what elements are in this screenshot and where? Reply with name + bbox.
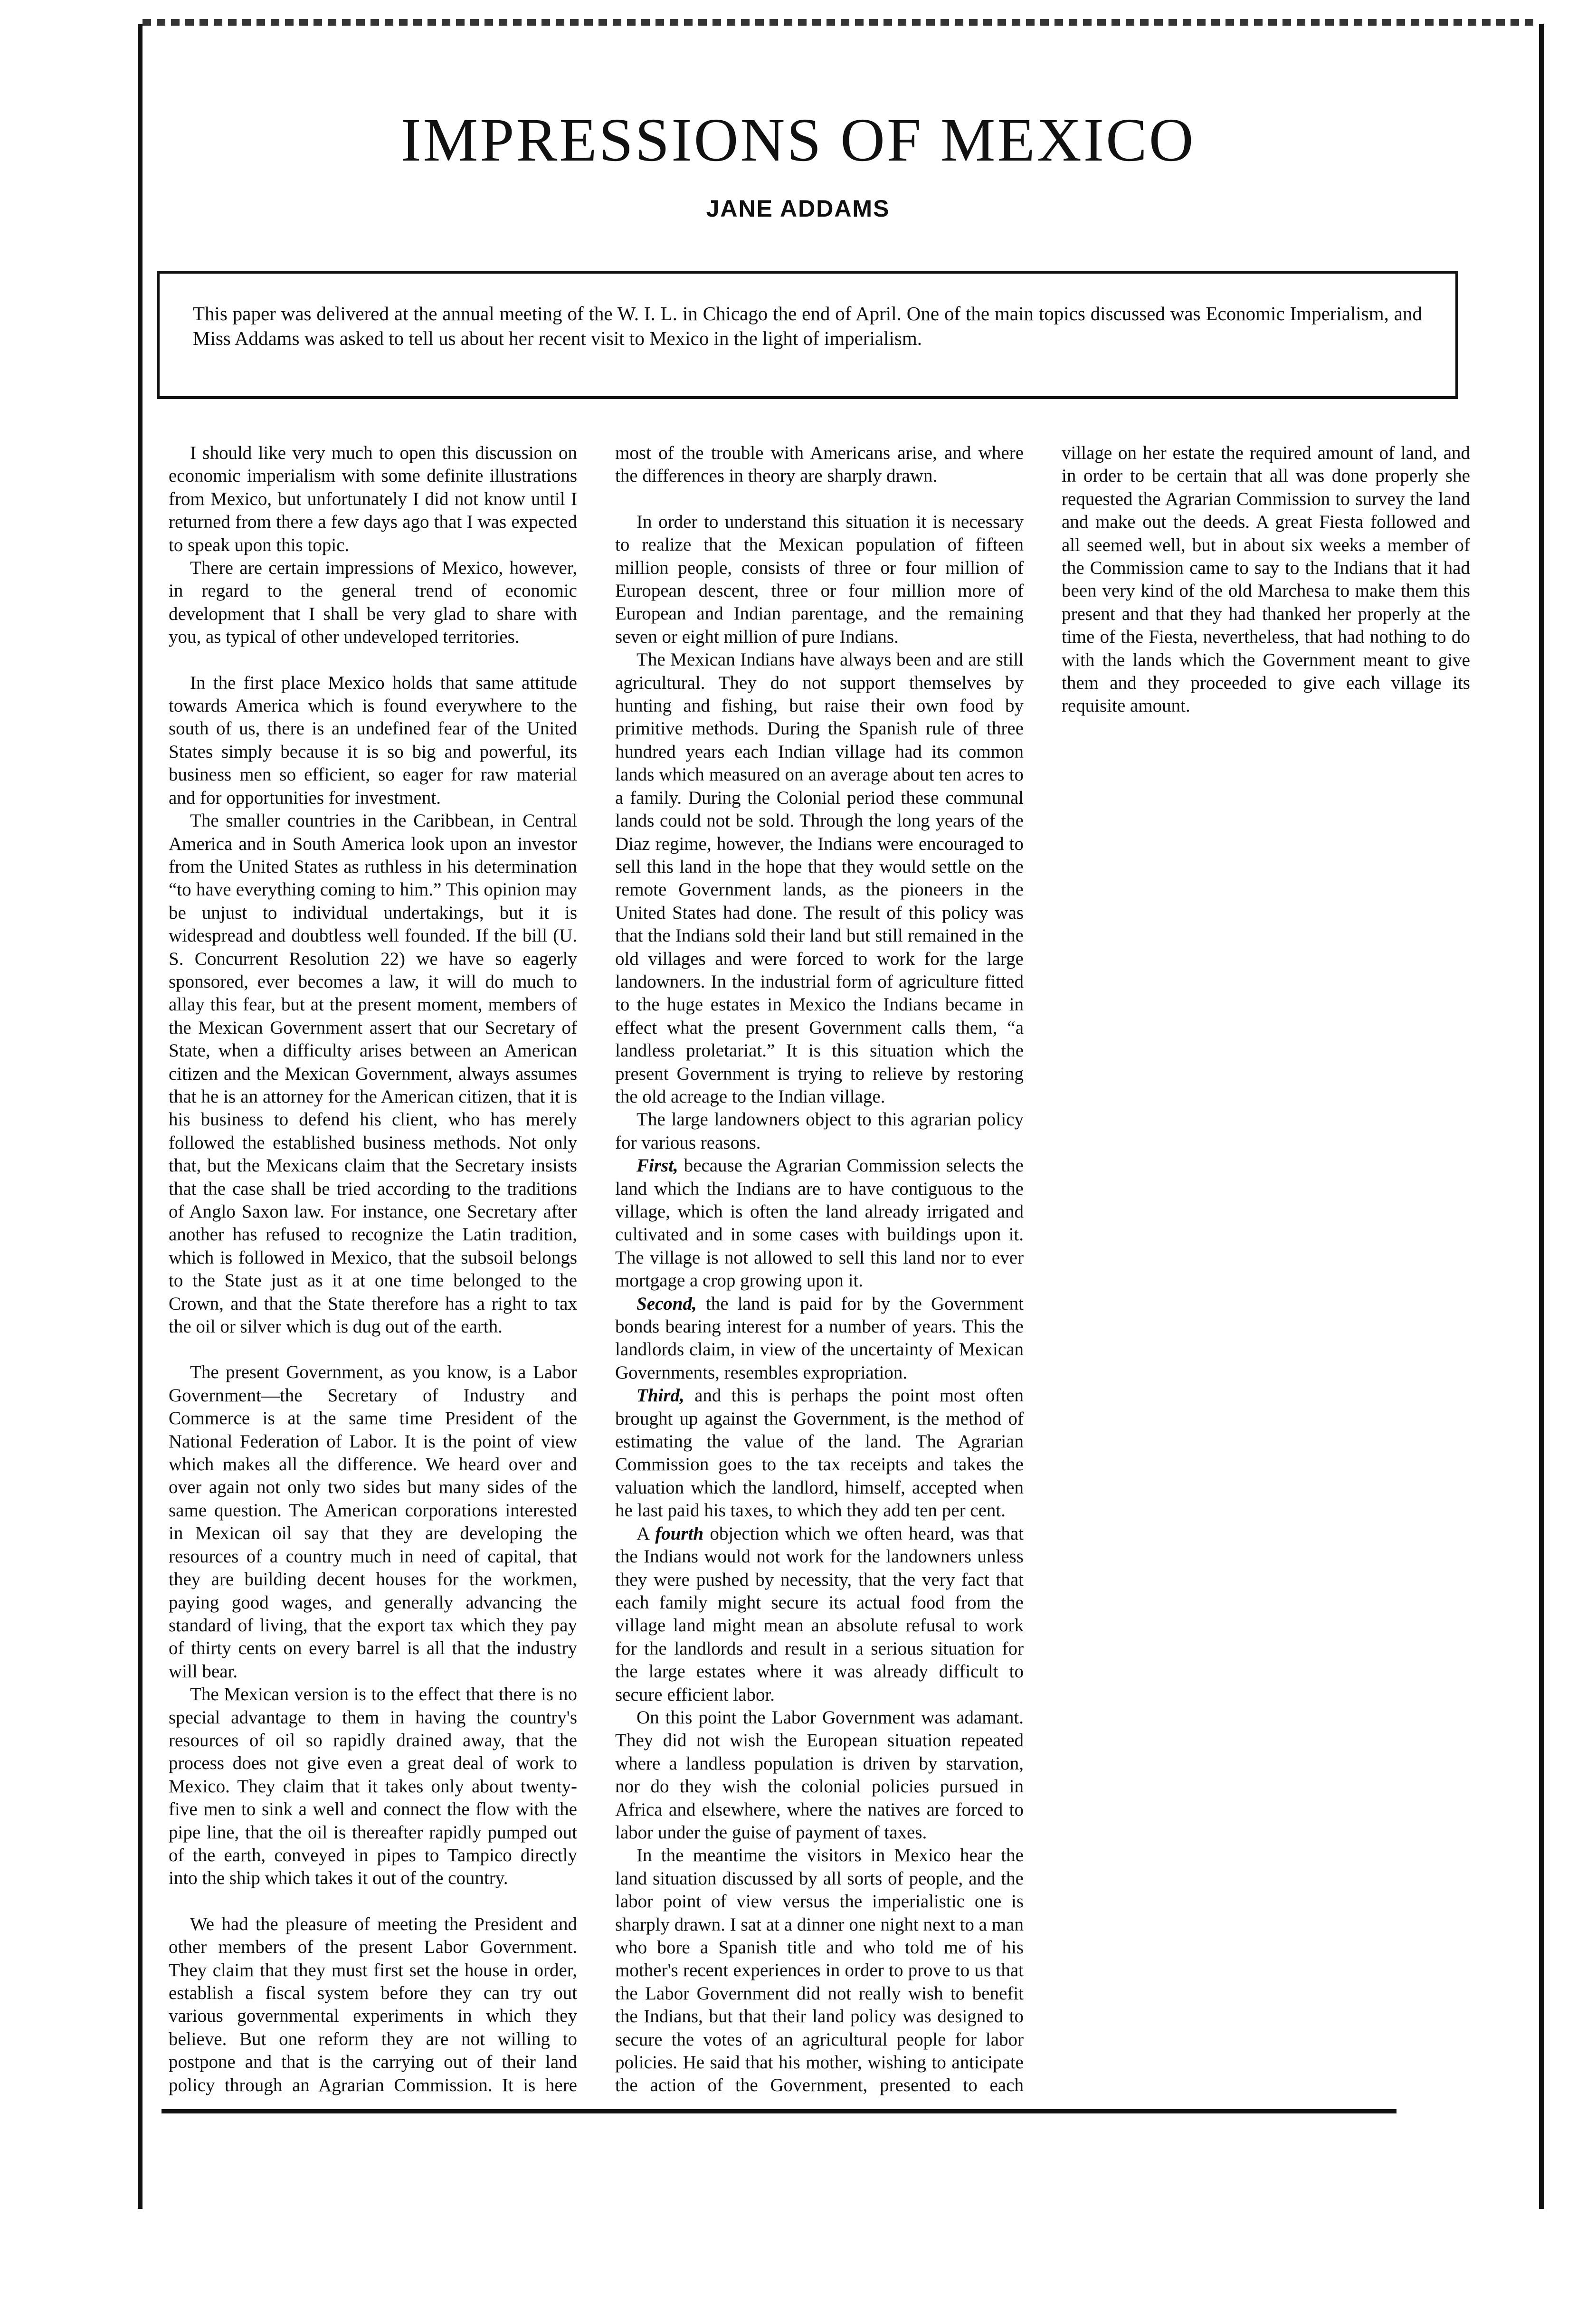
- paragraph-3: In the first place Mexico holds that same attitude towards America which is found everywhere to the south of us, there is an undefined fear of the United States simply because it is so big and powerful, its business men so efficient, so eager for raw material and for opportunities for investment.: [169, 672, 577, 808]
- paragraph-4: The smaller countries in the Caribbean, in Central America and in South America look upon an investor from the United States as ruthless in his determination “to have everything coming to him.” This opinion may be unjust to individual undertakings, but it is widespread and doubtless well founded. If the bill (U. S. Concurrent Resolution 22) we have so eagerly sponsored, ever becomes a law, it will do much to allay this fear, but at the present moment, members of the Mexican Government assert that our Secretary of State, when a difficulty arises between an American citizen and the Mexican Government, always assumes that he is an attorney for the American citizen, that it is his business to defend his client, who has merely followed the established business methods. Not only that, but the Mexicans claim that the Secretary insists that the case shall be tried according to the traditions of Anglo Saxon law. For instance, one Secretary after another has refused to recognize the Latin tradition, which is followed in Mexico, that the subsoil belongs to the State just as it at one time belonged to the Crown, and that the State therefore has a right to tax the oil or silver which is dug out of the earth.: [169, 810, 577, 1337]
- article-author: JANE ADDAMS: [706, 195, 890, 222]
- paragraph-9: The Mexican Indians have always been and are still agricultural. They do not support themselves by hunting and fishing, but raise their own food by primitive methods. During the Spanish rule of three hundred years each Indian village had its common lands which measured on an average about ten acres to a family. During the Colonial period these communal lands could not be sold. Through the long years of the Diaz regime, however, the Indians were encouraged to sell this land in the hope that they would settle on the remote Government lands, as the pioneers in the United States had done. The result of this policy was that the Indians sold their land but still remained in the old villages and were forced to work for the large landowners. In the industrial form of agriculture fitted to the huge estates in Mexico the Indians became in effect what the present Government calls them, “a landless proletariat.” It is this situation which the present Government is trying to relieve by restoring the old acreage to the Indian village.: [615, 649, 1024, 1107]
- first-label: First,: [636, 1155, 678, 1176]
- paragraph-14-pre: A: [636, 1523, 649, 1544]
- paragraph-1: I should like very much to open this discussion on economic imperialism with some definite illustrations from Mexico, but unfortunately I did not know until I returned from there a few days ago that I was expected to speak upon this topic.: [169, 443, 577, 555]
- paragraph-5: The present Government, as you know, is a Labor Government—the Secretary of Industry and Commerce is at the same time President of the National Federation of Labor. It is the point of view which makes all the difference. We heard over and over again not only two sides but many sides of the same question. The American corporations interested in Mexican oil say that they are developing the resources of a country much in need of capital, that they are building decent houses for the workmen, paying good wages, and generally advancing the standard of living, that the export tax which they pay of thirty cents on every barrel is all that the industry will bear.: [169, 1362, 577, 1682]
- paragraph-13: [615, 1384, 1024, 1522]
- article-title: IMPRESSIONS OF MEXICO: [400, 106, 1196, 174]
- paragraph-12: [615, 1293, 1024, 1385]
- editor-note-text: This paper was delivered at the annual meeting of the W. I. L. in Chicago the end of April. One of the main topics discussed was Economic Imperialism, and Miss Addams was asked to tell us about her recent visit to Mexico in the light of imperialism.: [193, 303, 1422, 349]
- paragraph-13-text: and this is perhaps the point most often brought up against the Government, is the method of estimating the value of the land. The Agrarian Commission goes to the tax receipts and takes the valuation which the landlord, himself, accepted when he last paid his taxes, to which they add ten per cent.: [615, 1385, 1024, 1521]
- article-body: [169, 442, 1470, 2114]
- paragraph-15: On this point the Labor Government was adamant. They did not wish the European situation repeated where a landless population is driven by starvation, nor do they wish the colonial policies pursued in Africa and elsewhere, where the natives are forced to labor under the guise of payment of taxes.: [615, 1707, 1024, 1843]
- scan-edge-bottom: [162, 2109, 1396, 2113]
- paragraph-12-text: the land is paid for by the Government bonds bearing interest for a number of years. This the landlords claim, in view of the uncertainty of Mexican Governments, resembles expropriation.: [615, 1293, 1024, 1383]
- paragraph-11-text: because the Agrarian Commission selects the land which the Indians are to have contiguous to the village, which is often the land already irrigated and cultivated and in some cases with buildings upon it. The village is not allowed to sell this land nor to ever mortgage a crop growing upon it.: [615, 1155, 1024, 1291]
- paragraph-11: [615, 1154, 1024, 1292]
- paragraph-10: The large landowners object to this agrarian policy for various reasons.: [615, 1109, 1024, 1153]
- editor-note-box: [157, 271, 1458, 399]
- third-label: Third,: [636, 1385, 684, 1406]
- fourth-label: fourth: [655, 1523, 704, 1544]
- paragraph-6: The Mexican version is to the effect that there is no special advantage to them in having the country's resources of oil so rapidly drained away, that the process does not give even a great deal of work to Mexico. They claim that it takes only about twenty-five men to sink a well and connect the flow with the pipe line, that the oil is thereafter rapidly pumped out of the earth, conveyed in pipes to Tampico directly into the ship which takes it out of the country.: [169, 1684, 577, 1889]
- paragraph-8: In order to understand this situation it is necessary to realize that the Mexican population of fifteen million people, consists of three or four million of European descent, three or four million more of European and Indian parentage, and the remaining seven or eight million of pure Indians.: [615, 511, 1024, 647]
- second-label: Second,: [636, 1293, 697, 1314]
- paragraph-14-text: objection which we often heard, was that the Indians would not work for the landowners unless they were pushed by necessity, that the very fact that each family might secure its actual food from the village land might mean an absolute refusal to work for the landlords and result in a serious situation for the large estates where it was already difficult to secure efficient labor.: [615, 1523, 1024, 1705]
- paragraph-7: We had the pleasure of meeting the President and other members of the present Labor Government. They claim that they must first set the house in order, establish a fiscal system before they can try out various governmental experiments in which they believe. But one reform they are not willing to postpone and that is the carrying out of their land policy through an Agrarian Commission. It is here most of the trouble with Americans arise, and where the differences in theory are sharply drawn.: [169, 443, 1024, 2095]
- paragraph-16: In the meantime the visitors in Mexico hear the land situation discussed by all sorts of people, and the labor point of view versus the imperialistic one is sharply drawn. I sat at a dinner one night next to a man who bore a Spanish title and who told me of his mother's recent experiences in order to prove to us that the Labor Government did not really wish to benefit the Indians, but that their land policy was designed to secure the votes of an agricultural people for labor policies. He said that his mother, wishing to anticipate the action of the Government, presented to each village on her estate the required amount of land, and in order to be certain that all was done properly she requested the Agrarian Commission to survey the land and make out the deeds. A great Fiesta followed and all seemed well, but in about six weeks a member of the Commission came to say to the Indians that it had been very kind of the old Marchesa to make them this present and that they had thanked her properly at the time of the Fiesta, nevertheless, that had nothing to do with the lands which the Government meant to give them and they proceeded to give each village its requisite amount.: [615, 443, 1470, 2096]
- paragraph-2: There are certain impressions of Mexico, however, in regard to the general trend of economic development that I shall be very glad to share with you, as typical of other undeveloped territories.: [169, 558, 577, 647]
- paragraph-14: [615, 1523, 1024, 1706]
